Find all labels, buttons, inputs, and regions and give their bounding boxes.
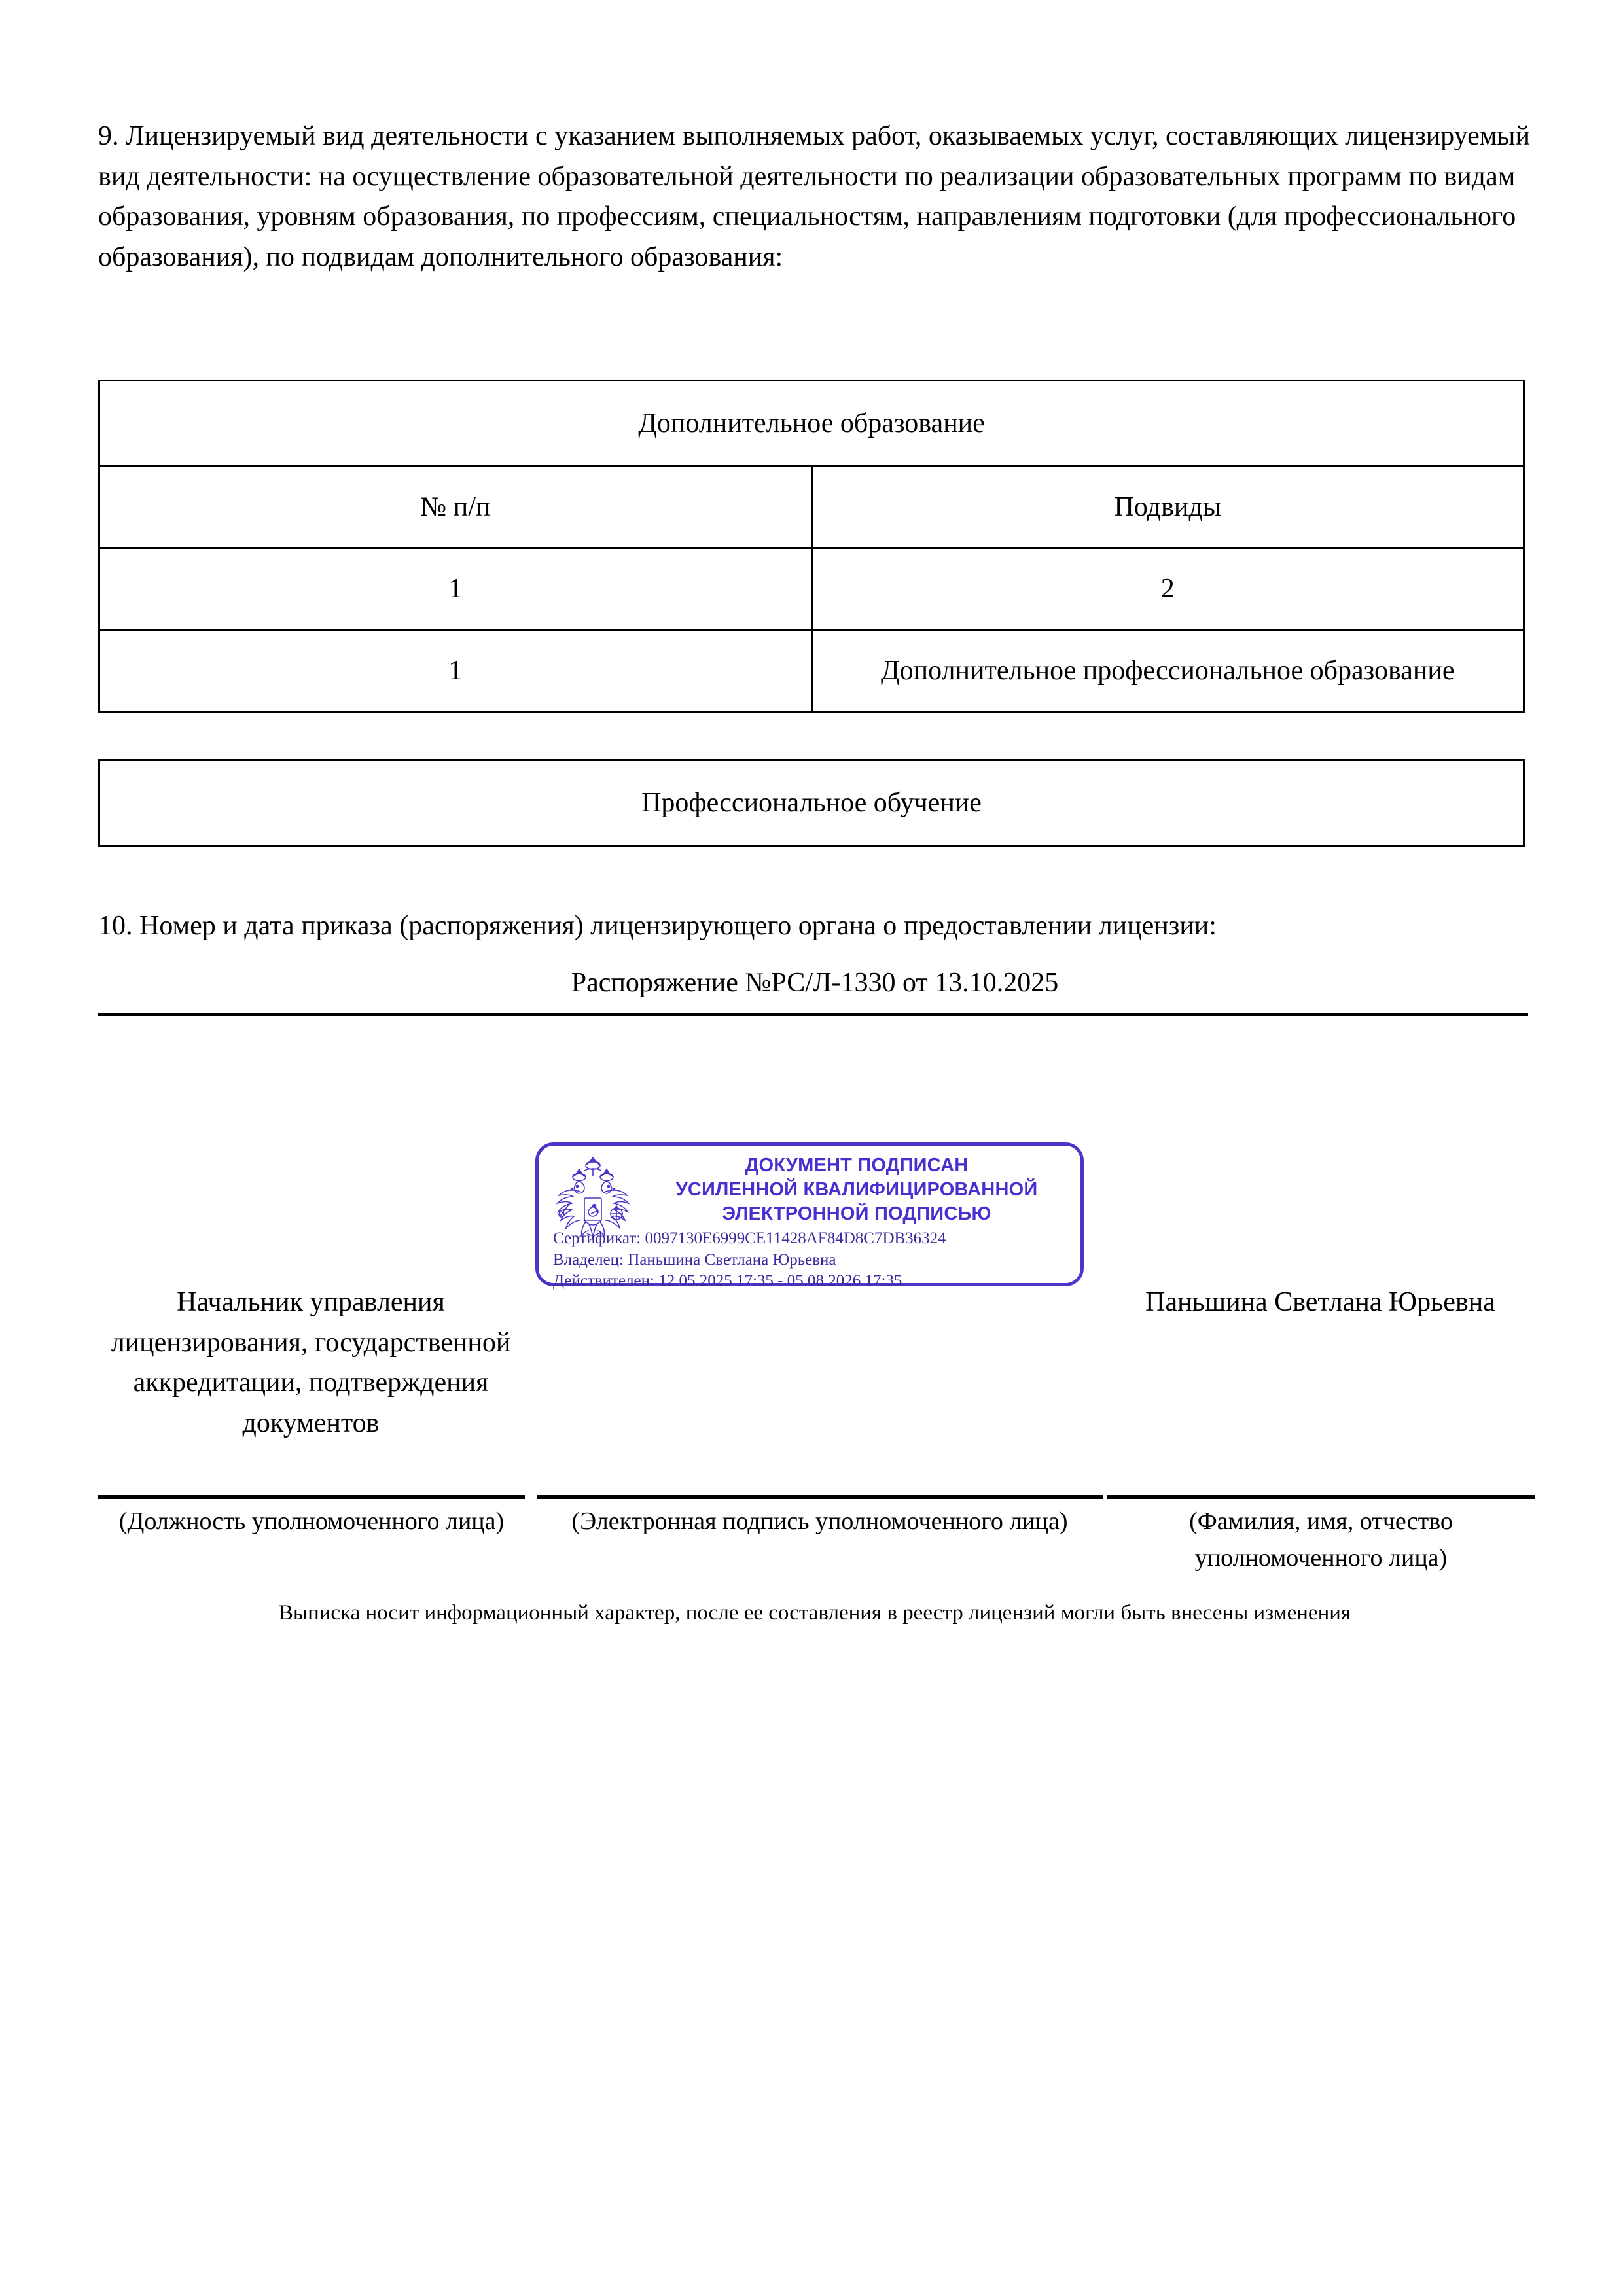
section-10-label: 10. Номер и дата приказа (распоряжения) лицензирующего органа о предоставлении лицензии: xyxy=(98,911,1217,941)
stamp-details-group xyxy=(553,1228,1077,1292)
signature-line-esign xyxy=(537,1495,1103,1499)
stamp-owner-name: Владелец: Паньшина Светлана Юрьевна xyxy=(553,1250,836,1269)
stamp-validity-period: Действителен: 12.05.2025 17:35 - 05.08.2026 17:35 xyxy=(553,1272,902,1290)
table-row xyxy=(99,548,1524,630)
table-additional-education xyxy=(98,380,1525,713)
stamp-headline-group xyxy=(637,1154,1077,1226)
column-header-subtypes: Подвиды xyxy=(812,467,1524,548)
stamp-certificate-number: Сертификат: 0097130E6999CE11428AF84D8C7DB36324 xyxy=(553,1229,946,1247)
signature-caption-name: (Фамилия, имя, отчество уполномоченного лица) xyxy=(1189,1508,1453,1572)
column-header-number: № п/п xyxy=(99,467,812,548)
signature-caption-position: (Должность уполномоченного лица) xyxy=(118,1508,505,1535)
section-10-order-value: Распоряжение №РС/Л-1330 от 13.10.2025 xyxy=(571,968,1059,998)
column-index-number-2: 2 xyxy=(812,548,1524,630)
section-9-paragraph: 9. Лицензируемый вид деятельности с указанием выполняемых работ, оказываемых услуг, составляющих лицензируемый вид деятельности: на осуществление образовательной деятельности по реализации образовательных программ по видам образования, уровням образования, по профессиям, специальностям, направлениям подготовки (для профессионального образования), по подвидам дополнительного образования: xyxy=(98,121,1530,273)
signature-caption-esign: (Электронная подпись уполномоченного лица) xyxy=(571,1508,1068,1535)
table-row xyxy=(99,630,1524,712)
cell-row-number: 1 xyxy=(99,630,812,712)
table-row xyxy=(99,381,1524,467)
signature-line-position xyxy=(98,1495,525,1499)
signatory-name: Паньшина Светлана Юрьевна xyxy=(1145,1287,1495,1317)
cell-subtype-name: Дополнительное профессиональное образование xyxy=(812,630,1524,712)
table-row xyxy=(99,467,1524,548)
stamp-headline-line-2: УСИЛЕННОЙ КВАЛИФИЦИРОВАННОЙ xyxy=(675,1179,1038,1201)
stamp-headline-line-3: ЭЛЕКТРОННОЙ ПОДПИСЬЮ xyxy=(722,1203,991,1225)
table-professional-training xyxy=(98,759,1525,847)
table-title-additional-education: Дополнительное образование xyxy=(99,381,1524,467)
table-title-professional-training: Профессиональное обучение xyxy=(99,760,1524,846)
signatory-position: Начальник управления лицензирования, государственной аккредитации, подтверждения документов xyxy=(111,1287,511,1439)
table-row xyxy=(99,760,1524,846)
horizontal-rule xyxy=(98,1013,1528,1016)
footer-disclaimer: Выписка носит информационный характер, после ее составления в реестр лицензий могли быть внесены изменения xyxy=(278,1601,1351,1625)
stamp-headline-line-1: ДОКУМЕНТ ПОДПИСАН xyxy=(745,1155,969,1176)
column-index-number-1: 1 xyxy=(99,548,812,630)
electronic-signature-stamp xyxy=(535,1142,1084,1290)
signature-line-name xyxy=(1107,1495,1535,1499)
